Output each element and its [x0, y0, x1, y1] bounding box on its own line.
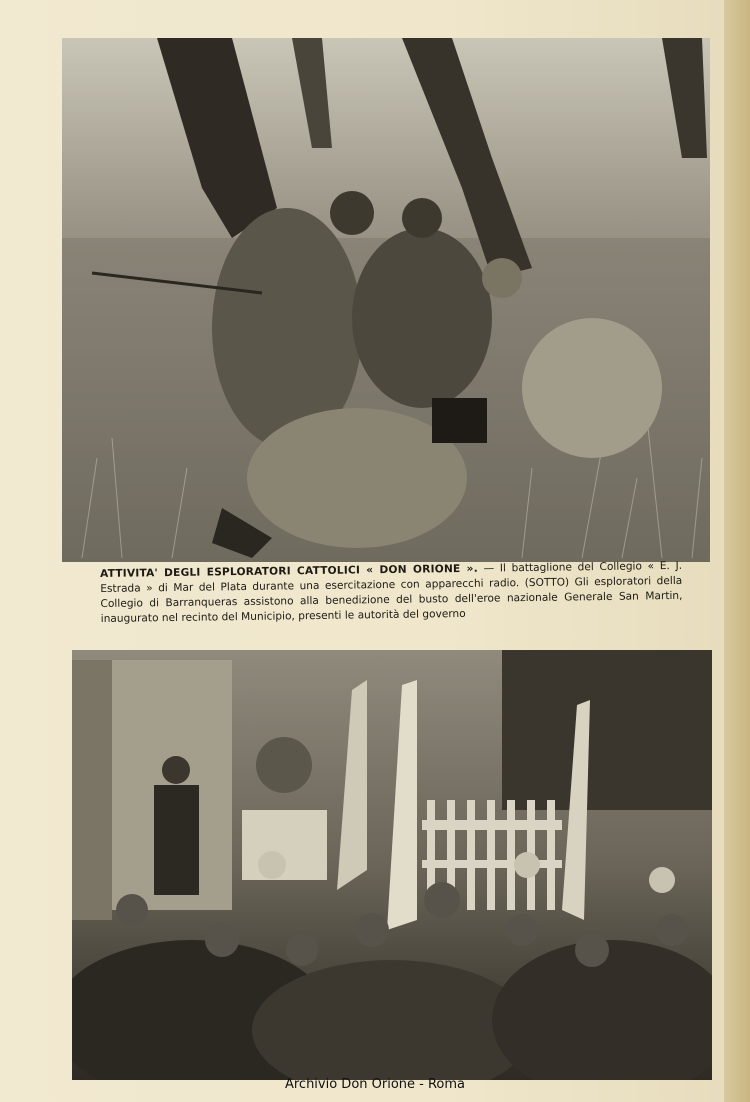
bust-blessing-ceremony-photo [72, 650, 712, 1080]
caption-title: ATTIVITA' DEGLI ESPLORATORI CATTOLICI « DON ORIONE ». [100, 562, 478, 580]
page-edge [724, 0, 750, 1102]
radio-exercise-photo [62, 38, 710, 562]
archive-credit: Archivio Don Orione - Roma [284, 1077, 466, 1092]
photo-caption [100, 559, 683, 627]
caption-body: — Il battaglione del Collegio « E. J. Estrada » di Mar del Plata durante una esercitazione con apparecchi radio. (SOTTO) Gli esploratori della Collegio di Barranqueras assistono alla benedizione del busto dell'eroe nazionale Generale San Martin, inaugurato nel recinto del Municipio, presenti le autorità del governo [100, 559, 683, 625]
